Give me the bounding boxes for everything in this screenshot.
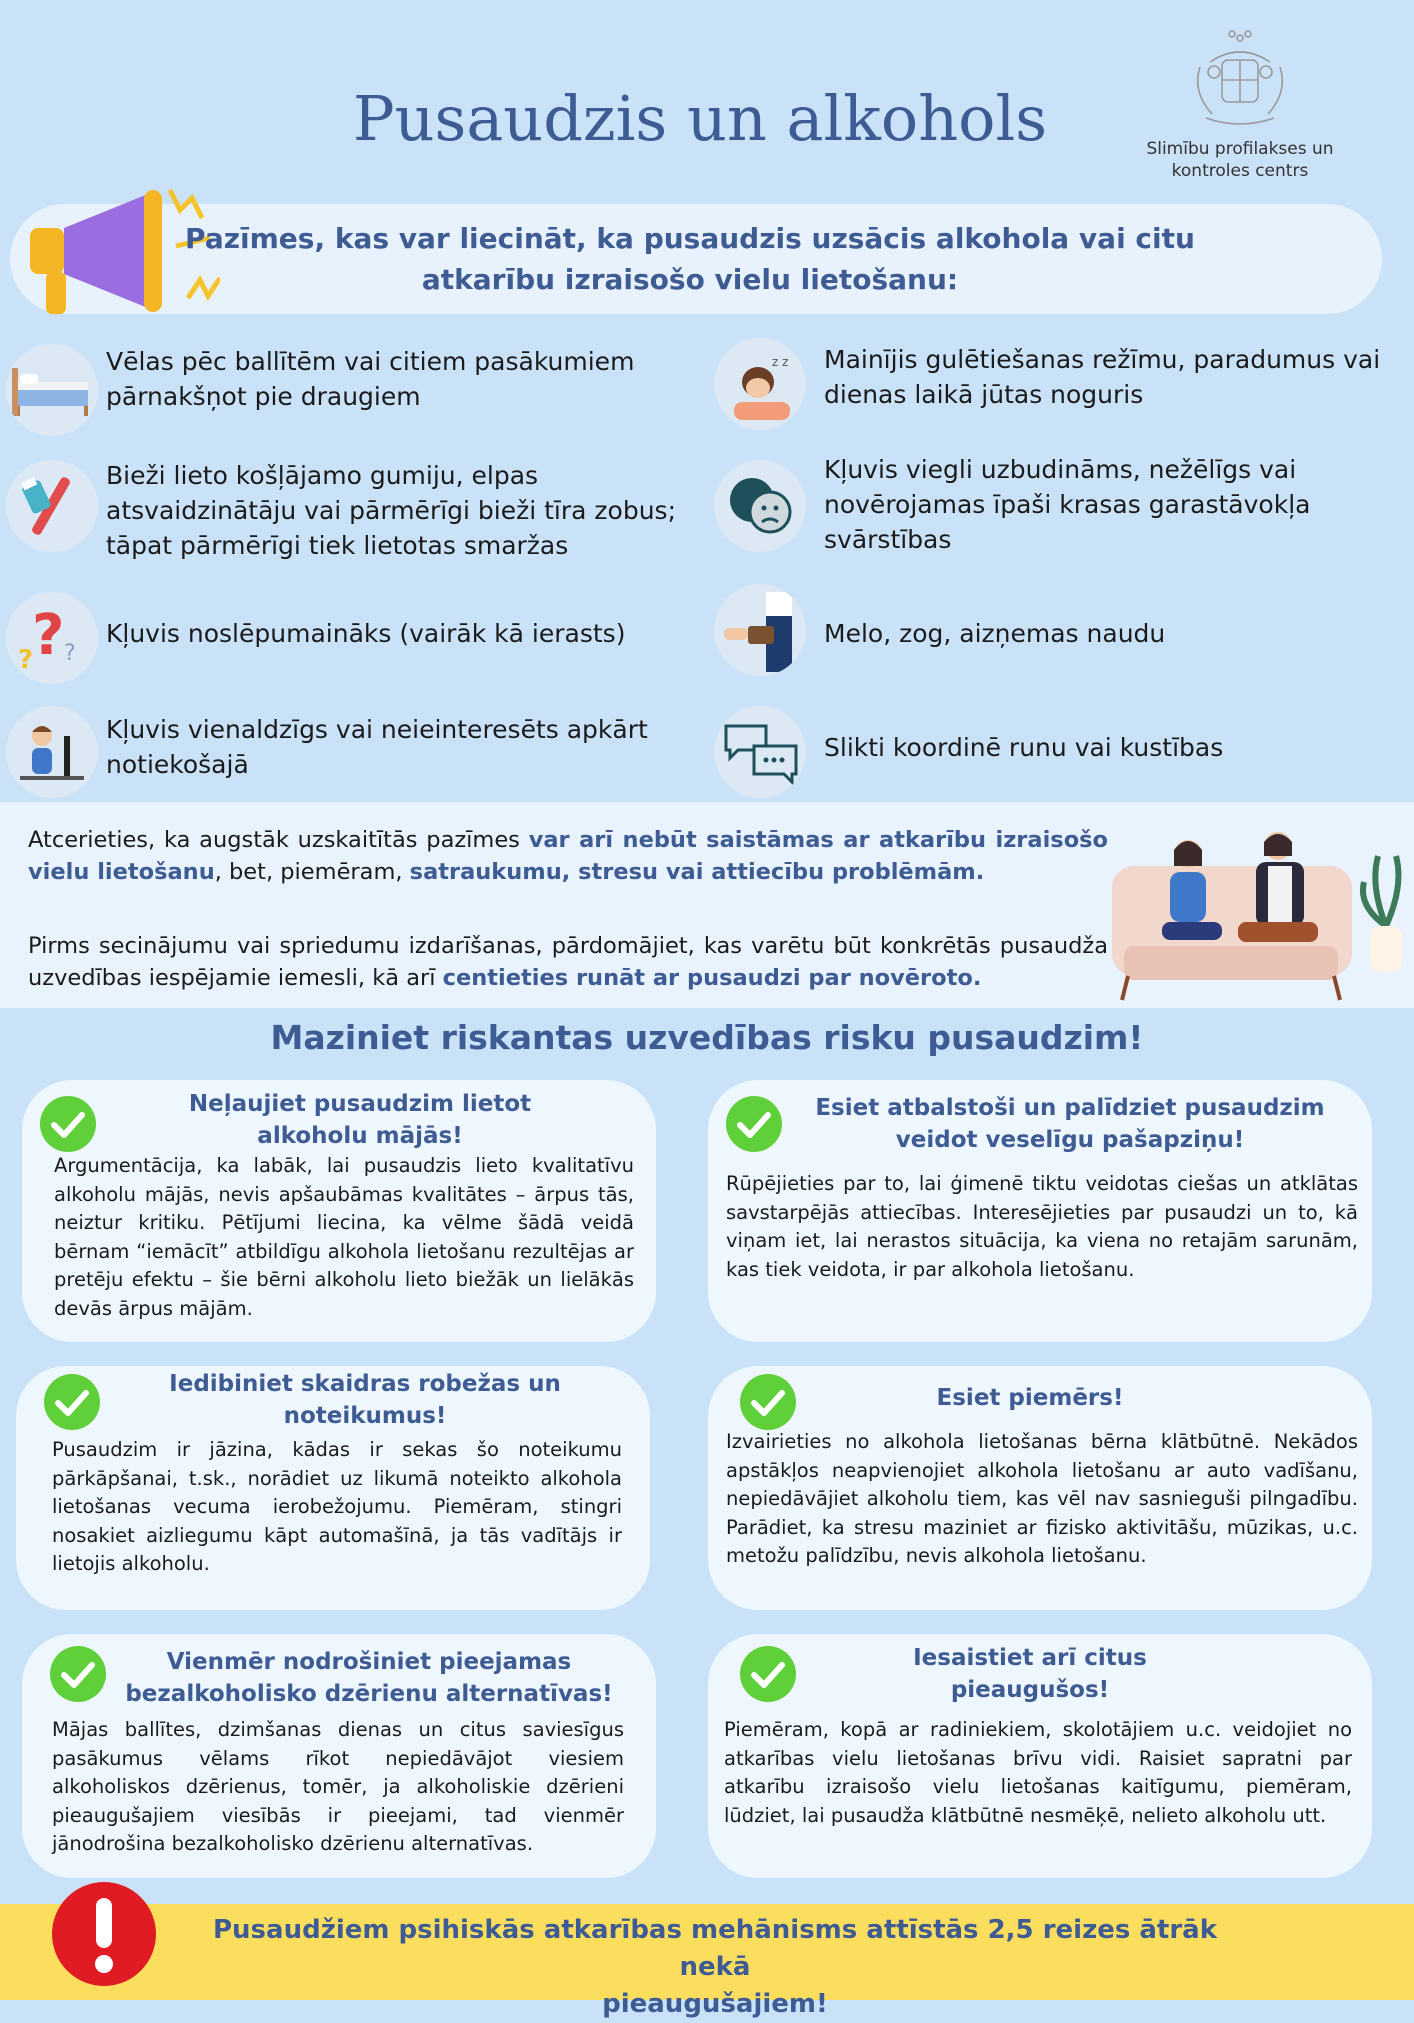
svg-text:z z: z z: [772, 355, 789, 369]
sign-text: Kļuvis vienaldzīgs vai neieinteresēts apkārt notiekošajā: [106, 715, 648, 779]
advice-card-title: Esiet piemērs!: [936, 1385, 1124, 1411]
page-title: Pusaudzis un alkohols: [352, 82, 1048, 155]
sleepy-person-icon: [714, 338, 806, 430]
sign-text: Slikti koordinē runu vai kustības: [824, 733, 1224, 762]
speech-bubbles-icon: [714, 706, 806, 798]
signs-banner-heading: Pazīmes, kas var liecināt, ka pusaudzis uzsācis alkohola vai citu atkarību izraisošo vielu lietošanu:: [185, 222, 1195, 296]
reminder-paragraph-2: Pirms secinājumu vai spriedumu izdarīšanas, pārdomājiet, kas varētu būt konkrētās pusaudža uzvedības iespējamie iemesli, kā arī centieties runāt ar pusaudzi par novēroto.: [28, 933, 1108, 991]
checkmark-icon: [50, 1646, 106, 1702]
sign-text: Kļuvis viegli uzbudināms, nežēlīgs vai novērojamas īpaši krasas garastāvokļa svārstības: [824, 455, 1311, 554]
advice-card-body: Rūpējieties par to, lai ģimenē tiktu veidotas ciešas un atklātas savstarpējās attiecības. Interesējieties par pusaudzi un to, kā viņam iet, lai nerastos situācija, ka viena no retajām sarunām, kas tiek veidota, ir par alkohola lietošanu.: [726, 1172, 1358, 1281]
advice-card-title: Vienmēr nodrošiniet pieejamas bezalkoholisko dzērienu alternatīvas!: [125, 1649, 613, 1707]
advice-card-title: Neļaujiet pusaudzim lietot alkoholu mājās!: [188, 1091, 532, 1149]
advice-card-body: Argumentācija, ka labāk, lai pusaudzis lieto kvalitatīvu alkoholu mājās, nevis apšaubāmas kvalitātes – ārpus tās, neiztur kritiku. Pētījumi liecina, ka vēlme šādā veidā bērnam “iemācīt” atbildīgu alkohola lietošanu rezultējas ar pretēju efektu – šie bērni alkoholu lieto biežāk un lielākās devās ārpus mājām.: [54, 1154, 634, 1320]
reminder-paragraph-1: Atcerieties, ka augstāk uzskaitītās pazīmes var arī nebūt saistāmas ar atkarību izraisošo vielu lietošanu, bet, piemēram, satraukumu, stresu vai attiecību problēmām.: [28, 827, 1109, 885]
advice-card-title: Esiet atbalstoši un palīdziet pusaudzim veidot veselīgu pašapziņu!: [815, 1095, 1325, 1153]
toothbrush-icon: [6, 460, 98, 552]
org-name: Slimību profilakses un kontroles centrs: [1146, 139, 1334, 181]
svg-text:?: ?: [18, 645, 34, 675]
people-on-sofa-illustration: [1108, 826, 1414, 1002]
advice-card-body: Izvairieties no alkohola lietošanas bērna klātbūtnē. Nekādos apstākļos neapvienojiet alkohola lietošanu ar auto vadīšanu, nepiedāvājiet alkoholu tiem, kas vēl nav sasnieguši pilngadību. Parādiet, ka stresu maziniet ar fizisko aktivitāšu, mūzikas, u.c. metožu palīdzību, nevis alkohola lietošanu.: [726, 1430, 1358, 1567]
svg-text:?: ?: [64, 641, 76, 666]
sign-text: Kļuvis noslēpumaināks (vairāk kā ierasts): [106, 619, 626, 648]
bed-icon: [6, 344, 98, 436]
sign-text: Vēlas pēc ballītēm vai citiem pasākumiem pārnakšņot pie draugiem: [106, 347, 635, 411]
latvia-coat-of-arms-logo: [1170, 22, 1310, 132]
risk-section-title: Maziniet riskantas uzvedības risku pusaudzim!: [270, 1018, 1144, 1057]
advice-card-title: Iedibiniet skaidras robežas un noteikumus!: [169, 1371, 561, 1429]
sign-text: Mainījis gulētiešanas režīmu, paradumus vai dienas laikā jūtas noguris: [824, 345, 1381, 409]
advice-card-body: Pusaudzim ir jāzina, kādas ir sekas šo noteikumu pārkāpšanai, t.sk., norādiet uz likumā noteikto alkohola lietošanas vecuma ierobežojumu. Piemēram, stingri nosakiet aizliegumu kāpt automašīnā, ja tās vadītājs ir lietojis alkoholu.: [52, 1438, 622, 1575]
sign-text: Melo, zog, aizņemas naudu: [824, 619, 1166, 648]
sign-text: Bieži lieto košļājamo gumiju, elpas atsvaidzinātāju vai pārmērīgi bieži tīra zobus; tāpat pārmērīgi tiek lietotas smaržas: [106, 461, 677, 560]
checkmark-icon: [740, 1646, 796, 1702]
wallet-theft-icon: [714, 584, 806, 676]
exclamation-icon: [52, 1882, 156, 1986]
question-marks-icon: [6, 592, 98, 684]
advice-card-body: Piemēram, kopā ar radiniekiem, skolotājiem u.c. veidojiet no atkarības vielu lietošanas brīvu vidi. Raisiet sapratni par atkarību izraisošo vielu lietošanas kaitīgumu, piemēram, lūdziet, lai pusaudža klātbūtnē nesmēķē, nelieto alkoholu utt.: [724, 1718, 1352, 1827]
advice-card-title: Iesaistiet arī citus pieaugušos!: [913, 1645, 1147, 1703]
footer-message: Pusaudžiem psihiskās atkarības mehānisms attīstās 2,5 reizes ātrāk nekā pieaugušajiem!: [212, 1915, 1217, 2019]
theater-masks-icon: [714, 460, 806, 552]
advice-card-body: Mājas ballītes, dzimšanas dienas un citus saviesīgus pasākumus vēlams rīkot nepiedāvājot viesiem alkoholiskos dzērienus, tomēr, ja alkoholiskie dzērieni pieaugušajiem viesībās ir pieejami, tad vienmēr jānodrošina bezalkoholisko dzērienu alternatīvas.: [52, 1718, 624, 1855]
person-at-computer-icon: [6, 706, 98, 798]
checkmark-icon: [44, 1374, 100, 1430]
svg-text:?: ?: [32, 603, 65, 668]
checkmark-icon: [726, 1096, 782, 1152]
checkmark-icon: [40, 1096, 96, 1152]
checkmark-icon: [740, 1374, 796, 1430]
